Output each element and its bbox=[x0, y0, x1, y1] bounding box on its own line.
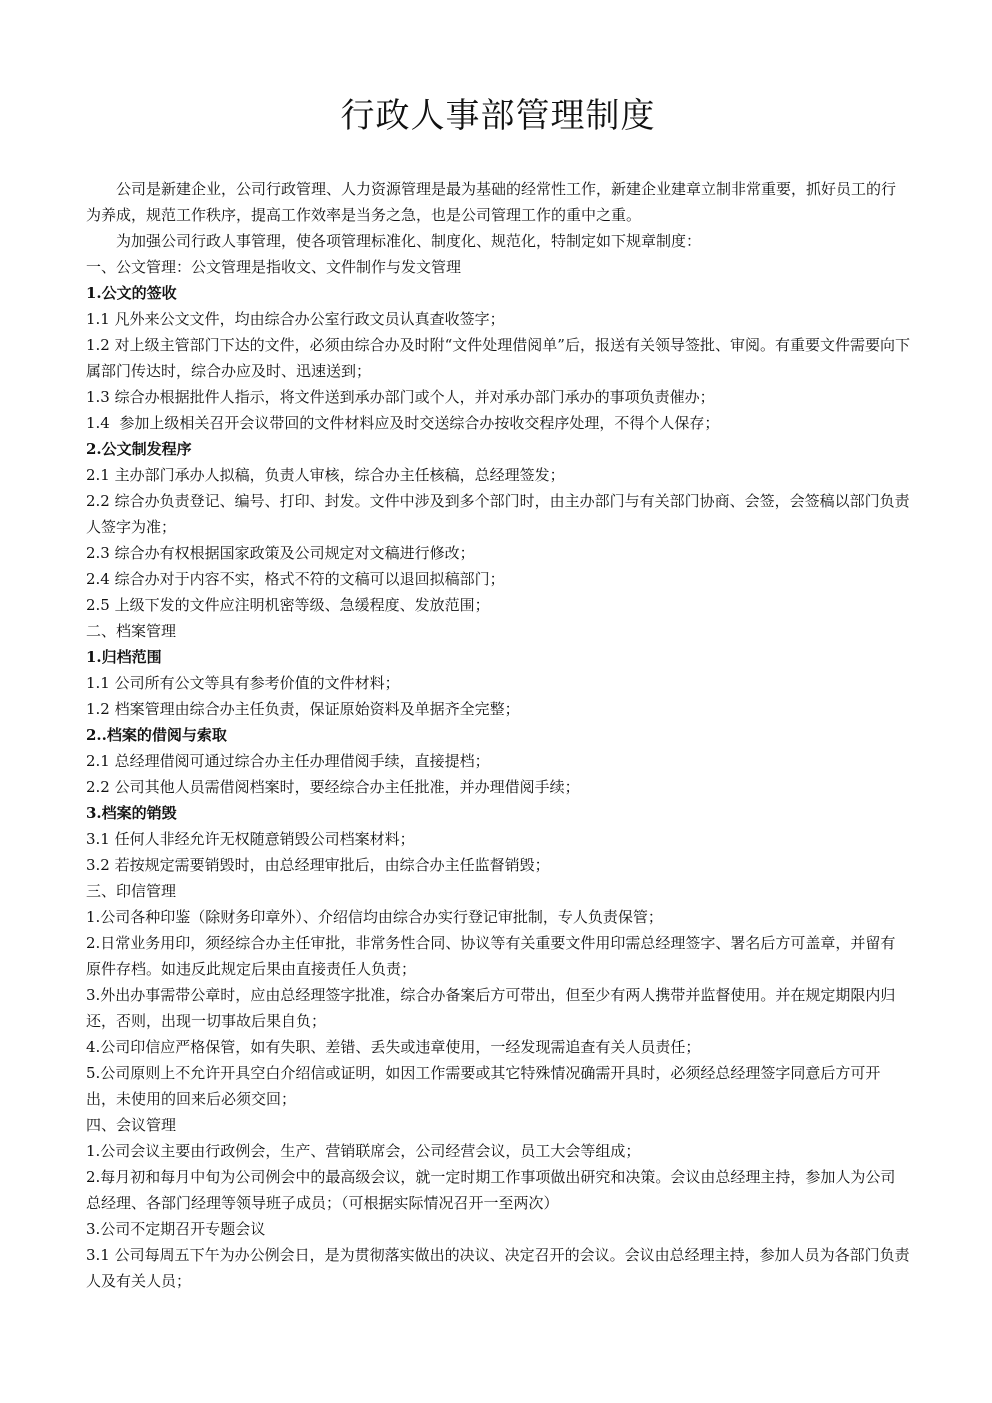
document-paragraph: 3.外出办事需带公章时，应由总经理签字批准，综合办备案后方可带出，但至少有两人携带并监督使用。并在规定期限内归还，否则，出现一切事故后果自负； bbox=[86, 986, 896, 1030]
document-paragraph: 2.2 公司其他人员需借阅档案时，要经综合办主任批准，并办理借阅手续； bbox=[86, 778, 580, 796]
section-subheading: 2.公文制发程序 bbox=[86, 440, 192, 458]
document-paragraph: 1.2 档案管理由综合办主任负责，保证原始资料及单据齐全完整； bbox=[86, 700, 520, 718]
document-paragraph: 公司是新建企业，公司行政管理、人力资源管理是最为基础的经常性工作，新建企业建章立制非常重要，抓好员工的行为养成，规范工作秩序，提高工作效率是当务之急，也是公司管理工作的重中之重。 bbox=[86, 180, 897, 224]
document-paragraph: 二、档案管理 bbox=[86, 622, 177, 640]
document-paragraph: 四、会议管理 bbox=[86, 1116, 177, 1134]
document-paragraph: 3.2 若按规定需要销毁时，由总经理审批后，由综合办主任监督销毁； bbox=[86, 856, 550, 874]
document-title: 行政人事部管理制度 bbox=[340, 96, 656, 136]
document-paragraph: 1.2 对上级主管部门下达的文件，必须由综合办及时附“文件处理借阅单”后，报送有关领导签批、审阅。有重要文件需要向下属部门传达时，综合办应及时、迅速送到； bbox=[86, 336, 910, 380]
document-paragraph: 2.3 综合办有权根据国家政策及公司规定对文稿进行修改； bbox=[86, 544, 475, 562]
document-paragraph: 1.3 综合办根据批件人指示，将文件送到承办部门或个人，并对承办部门承办的事项负责催办； bbox=[86, 388, 715, 406]
document-body bbox=[86, 176, 910, 1294]
document-paragraph: 三、印信管理 bbox=[86, 882, 177, 900]
document-paragraph: 2.日常业务用印，须经综合办主任审批，非常务性合同、协议等有关重要文件用印需总经理签字、署名后方可盖章，并留有原件存档。如违反此规定后果由直接责任人负责； bbox=[86, 934, 896, 978]
document-paragraph: 2.2 综合办负责登记、编号、打印、封发。文件中涉及到多个部门时，由主办部门与有关部门协商、会签，会签稿以部门负责人签字为准； bbox=[86, 492, 910, 536]
document-paragraph: 3.1 公司每周五下午为办公例会日，是为贯彻落实做出的决议、决定召开的会议。会议由总经理主持，参加人员为各部门负责人及有关人员； bbox=[86, 1246, 910, 1290]
document-paragraph: 2.1 主办部门承办人拟稿，负责人审核，综合办主任核稿，总经理签发； bbox=[86, 466, 565, 484]
document-paragraph: 1.4 参加上级相关召开会议带回的文件材料应及时交送综合办按收交程序处理，不得个人保存； bbox=[86, 414, 720, 432]
document-paragraph: 2.5 上级下发的文件应注明机密等级、急缓程度、发放范围； bbox=[86, 596, 490, 614]
document-paragraph: 1.公司会议主要由行政例会，生产、营销联席会，公司经营会议，员工大会等组成； bbox=[86, 1142, 641, 1160]
document-paragraph: 为加强公司行政人事管理，使各项管理标准化、制度化、规范化，特制定如下规章制度： bbox=[116, 232, 702, 250]
document-paragraph: 1.1 凡外来公文文件，均由综合办公室行政文员认真查收签字； bbox=[86, 310, 505, 328]
document-paragraph: 1.1 公司所有公文等具有参考价值的文件材料； bbox=[86, 674, 400, 692]
document-paragraph: 3.1 任何人非经允许无权随意销毁公司档案材料； bbox=[86, 830, 415, 848]
document-paragraph: 3.公司不定期召开专题会议 bbox=[86, 1220, 266, 1238]
document-paragraph: 2.1 总经理借阅可通过综合办主任办理借阅手续，直接提档； bbox=[86, 752, 490, 770]
section-subheading: 1.公文的签收 bbox=[86, 284, 177, 302]
section-subheading: 3.档案的销毁 bbox=[86, 804, 177, 822]
document-paragraph: 2.4 综合办对于内容不实，格式不符的文稿可以退回拟稿部门； bbox=[86, 570, 505, 588]
document-paragraph: 2.每月初和每月中旬为公司例会中的最高级会议，就一定时期工作事项做出研究和决策。会议由总经理主持，参加人为公司总经理、各部门经理等领导班子成员；（可根据实际情况召开一至两次） bbox=[86, 1168, 896, 1212]
document-paragraph: 一、公文管理：公文管理是指收文、文件制作与发文管理 bbox=[86, 258, 462, 276]
document-paragraph: 1.公司各种印鉴（除财务印章外）、介绍信均由综合办实行登记审批制，专人负责保管； bbox=[86, 908, 663, 926]
section-subheading: 2..档案的借阅与索取 bbox=[86, 726, 227, 744]
document-paragraph: 5.公司原则上不允许开具空白介绍信或证明，如因工作需要或其它特殊情况确需开具时，必须经总经理签字同意后方可开出，未使用的回来后必须交回； bbox=[86, 1064, 881, 1108]
document-paragraph: 4.公司印信应严格保管，如有失职、差错、丢失或违章使用，一经发现需追查有关人员责任； bbox=[86, 1038, 701, 1056]
section-subheading: 1.归档范围 bbox=[86, 648, 162, 666]
